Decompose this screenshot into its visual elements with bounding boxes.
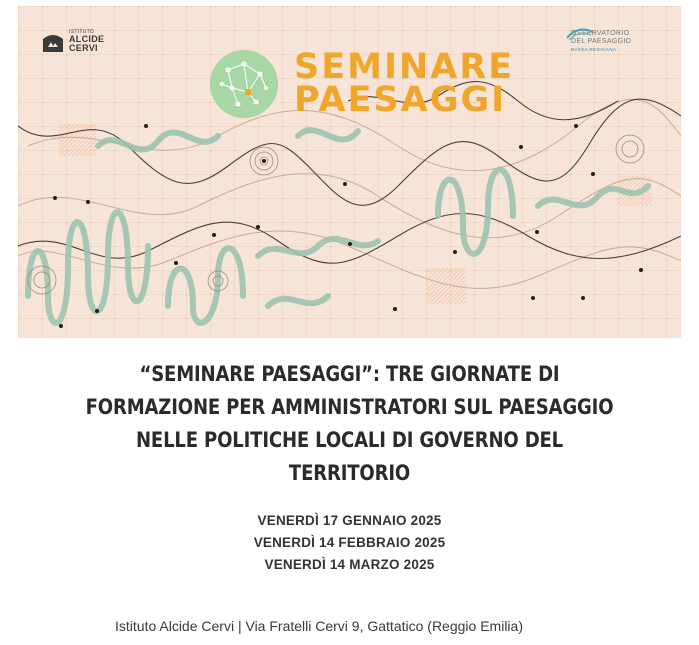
istituto-cervi-logo (40, 30, 104, 53)
event-venue: Istituto Alcide Cervi | Via Fratelli Cervi 9, Gattatico (Reggio Emilia) (115, 618, 523, 634)
logo-left-main-text-2: CERVI (69, 43, 98, 53)
logo-right-line-2: DEL PAESAGGIO (571, 38, 632, 45)
cervi-logo-icon (40, 31, 66, 53)
logo-left-main-text-1: ALCIDE (69, 34, 105, 44)
network-badge-icon (208, 48, 280, 120)
event-date: VENERDÌ 17 GENNAIO 2025 (257, 513, 442, 528)
logo-right-line-3: BASSA REGGIANA (571, 47, 617, 52)
osservatorio-paesaggio-logo (571, 30, 657, 52)
brand-line-1: SEMINARE (294, 46, 515, 87)
event-date: VENERDÌ 14 FEBBRAIO 2025 (253, 535, 446, 550)
swoosh-icon (565, 26, 595, 42)
brand-line-2: PAESAGGI (294, 80, 507, 120)
seminare-paesaggi-brand (208, 48, 514, 120)
event-banner-image (18, 6, 681, 338)
event-headline: “SEMINARE PAESAGGI”: TRE GIORNATE DI FORMAZIONE PER AMMINISTRATORI SUL PAESAGGIO NELLE POLITICHE LOCALI DI GOVERNO DEL TERRITORIO (85, 362, 614, 485)
event-date: VENERDÌ 14 MARZO 2025 (264, 557, 435, 572)
event-dates (0, 510, 699, 576)
logo-right-line-1: OSSERVATORIO (571, 30, 630, 37)
logo-left-top-text: ISTITUTO (69, 29, 95, 35)
